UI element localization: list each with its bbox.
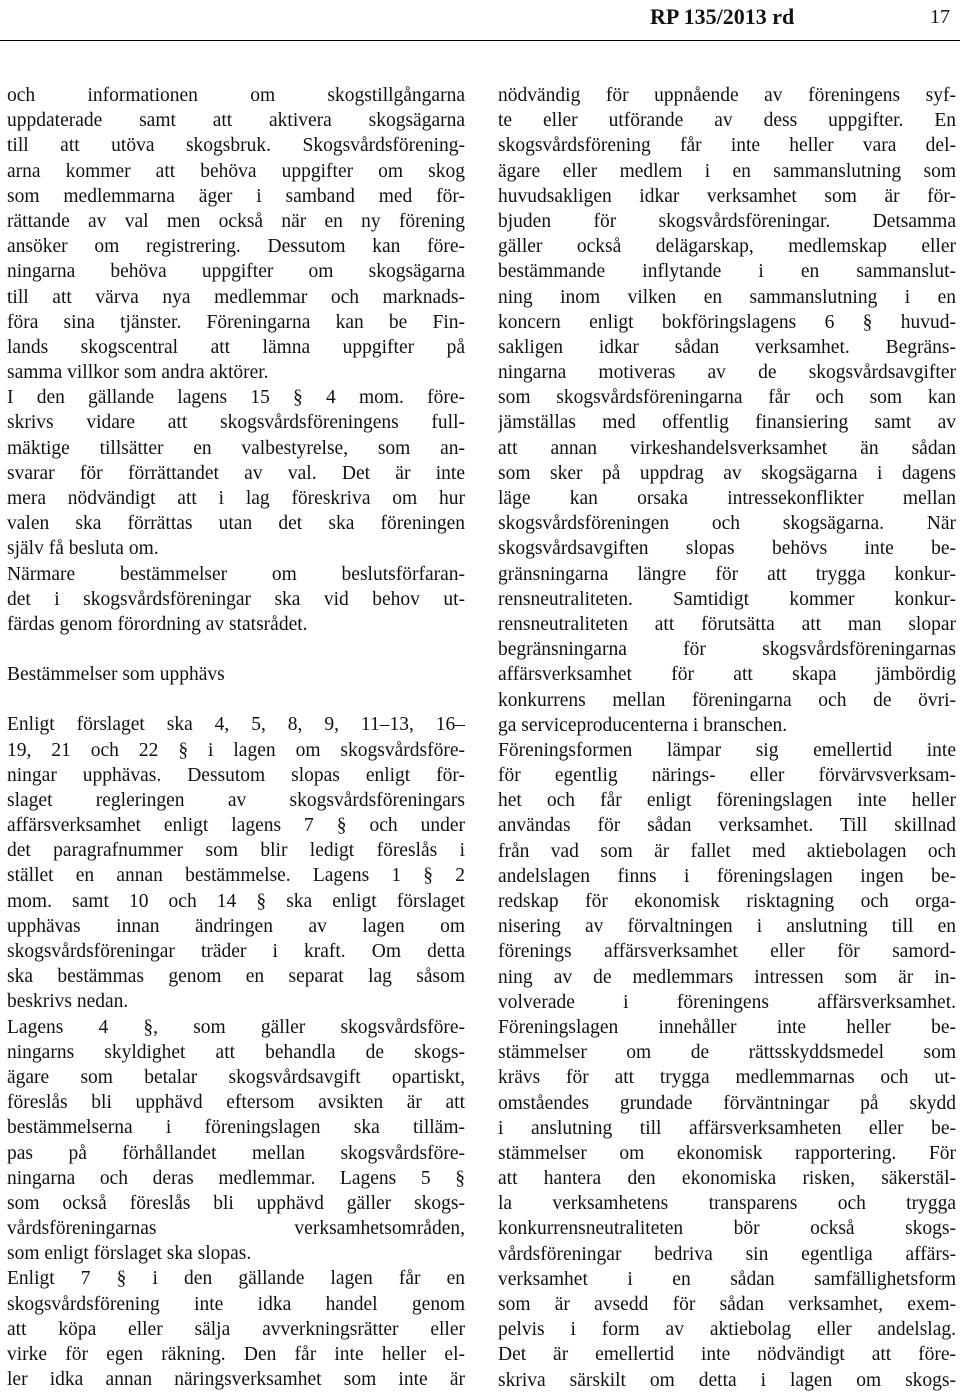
text-line: skogsvårdsavgiften slopas behövs inte be-: [498, 538, 956, 560]
text-line: stämmelser om ekonomisk rapportering. För: [498, 1142, 956, 1164]
paragraph-gap: [7, 687, 465, 712]
text-line: mera nödvändigt att i lag föreskriva om hur: [7, 488, 465, 509]
text-line: ansöker om registrering. Dessutom kan före-: [7, 236, 465, 258]
text-line: som enligt förslaget ska slopas.: [7, 1243, 252, 1265]
text-line: ningarns skyldighet att behandla de skogs-: [7, 1041, 465, 1063]
text-line: beskrivs nedan.: [7, 991, 129, 1013]
text-line: skriva särskilt om detta i lagen om skogs-: [498, 1369, 956, 1391]
page-header: [0, 0, 960, 40]
text-line: ningar upphävas. Dessutom slopas enligt för-: [7, 764, 465, 786]
text-line: la verksamhetens transparens och trygga: [498, 1193, 956, 1215]
text-line: uppdaterade samt att aktivera skogsägarna: [7, 110, 465, 132]
document-reference: RP 135/2013 rd: [650, 4, 795, 29]
header-rule: [0, 40, 960, 41]
text-line: ningarna motiveras av de skogsvårdsavgifter: [498, 362, 956, 384]
text-line: Bestämmelser som upphävs: [7, 664, 225, 686]
text-line: mom. samt 10 och 14 § ska enligt förslaget: [7, 890, 465, 912]
paragraph-gap: [7, 637, 465, 662]
text-line: Lagens 4 §, som gäller skogsvårdsföre-: [7, 1016, 465, 1038]
text-line: föreslås bli upphävd eftersom avsikten är att: [7, 1092, 465, 1114]
text-line: i anslutning till affärsverksamheten eller be-: [498, 1117, 956, 1139]
text-line: rensneutraliteten. Samtidigt kommer konkur-: [498, 588, 956, 610]
text-line: skogsvårdsföreningen och skogsägarna. När: [498, 513, 956, 535]
right-text-column: [498, 83, 956, 1393]
text-line: nödvändig för uppnående av föreningens syf-: [498, 85, 956, 106]
text-line: själv få besluta om.: [7, 538, 159, 560]
text-line: ning inom vilken en sammanslutning i en: [498, 286, 956, 308]
text-line: rensneutraliteten att förutsätta att man slopar: [498, 613, 956, 635]
text-line: som skogsvårdsföreningarna får och som kan: [498, 387, 956, 409]
text-line: ägare eller medlem i en sammanslutning som: [498, 160, 956, 182]
text-line: ägare som betalar skogsvårdsavgift opartiskt,: [7, 1066, 465, 1088]
text-line: Föreningsformen lämpar sig emellertid inte: [498, 739, 956, 761]
text-line: för egentlig närings- eller förvärvsverksam-: [498, 765, 956, 787]
text-line: ska bestämmas genom en separat lag såsom: [7, 966, 465, 988]
text-line: krävs för att trygga medlemmarnas och ut-: [498, 1067, 956, 1089]
text-line: arna kommer att behöva uppgifter om skog: [7, 160, 465, 182]
text-line: bestämmelserna i föreningslagen ska tilläm-: [7, 1117, 465, 1139]
text-line: pas på förhållandet mellan skogsvårdsföre-: [7, 1142, 465, 1164]
text-line: redskap för ekonomisk risktagning och orga-: [498, 891, 956, 912]
text-line: affärsverksamhet för att skapa jämbördig: [498, 664, 956, 686]
page-number: 17: [930, 6, 950, 28]
text-line: het och får enligt föreningslagen inte heller: [498, 790, 956, 812]
text-line: mäktige tillsätter en valbestyrelse, som an-: [7, 437, 465, 459]
text-line: nisering av förvaltningen i anslutning till en: [498, 916, 956, 938]
text-line: från vad som är fallet med aktiebolagen och: [498, 840, 956, 862]
text-line: som också föreslås bli upphävd gäller skogs-: [7, 1192, 465, 1214]
text-line: omståendes grundade förväntningar på skydd: [498, 1092, 956, 1114]
text-line: sakligen idkar sådan verksamhet. Begräns-: [498, 336, 956, 358]
text-line: att köpa eller sälja avverkningsrätter eller: [7, 1318, 465, 1340]
text-line: som sker på uppdrag av skogsägarna i dagens: [498, 462, 956, 484]
text-line: lands skogscentral att lämna uppgifter på: [7, 336, 465, 358]
text-line: till att värva nya medlemmar och marknads-: [7, 286, 465, 308]
text-line: föra sina tjänster. Föreningarna kan be Fin-: [7, 311, 465, 333]
text-line: användas för sådan verksamhet. Till skillnad: [498, 815, 956, 837]
text-line: huvudsakligen idkar verksamhet som är för-: [498, 185, 956, 207]
text-line: till att utöva skogsbruk. Skogsvårdsförening-: [7, 135, 465, 157]
text-line: te eller utförande av dess uppgifter. En: [498, 110, 956, 132]
text-line: ningarna behöva uppgifter om skogsägarna: [7, 261, 465, 283]
text-line: det i skogsvårdsföreningar ska vid behov ut-: [7, 588, 465, 610]
text-line: konkurrens mellan föreningarna och de övri-: [498, 689, 956, 711]
text-line: ningarna och deras medlemmar. Lagens 5 §: [7, 1167, 465, 1189]
text-line: förenings affärsverksamhet eller för samord-: [498, 941, 956, 963]
text-line: volverade i föreningens affärsverksamhet.: [498, 991, 956, 1013]
text-line: vårdsföreningarnas verksamhetsområden,: [7, 1218, 465, 1240]
text-line: Närmare bestämmelser om beslutsförfaran-: [7, 563, 465, 585]
text-line: bestämmande inflytande i en sammanslut-: [498, 261, 956, 283]
left-text-column: [7, 83, 465, 1392]
text-line: valen ska förrättas utan det ska föreningen: [7, 513, 465, 535]
text-line: som medlemmarna äger i samband med för-: [7, 185, 465, 207]
text-line: Enligt förslaget ska 4, 5, 8, 9, 11–13, 16–: [7, 714, 465, 736]
text-line: rättande av val men också när en ny förening: [7, 210, 465, 232]
text-line: bjuden för skogsvårdsföreningar. Detsamma: [498, 210, 956, 232]
text-line: virke för egen räkning. Den får inte heller el-: [7, 1344, 465, 1365]
text-line: pelvis i form av aktiebolag eller andelslag.: [498, 1319, 956, 1341]
text-line: skogsvårdsförening får inte heller vara del-: [498, 135, 956, 157]
text-line: gäller också delägarskap, medlemskap eller: [498, 236, 956, 258]
text-line: och informationen om skogstillgångarna: [7, 85, 465, 106]
text-line: att annan virkeshandelsverksamhet än sådan: [498, 437, 956, 459]
text-line: Föreningslagen innehåller inte heller be-: [498, 1016, 956, 1038]
text-line: färdas genom förordning av statsrådet.: [7, 613, 308, 635]
text-line: koncern enligt bokföringslagens 6 § huvud-: [498, 311, 956, 333]
text-line: som är avsedd för sådan verksamhet, exem-: [498, 1294, 956, 1315]
text-line: ning av de medlemmars intressen som är in-: [498, 966, 956, 988]
text-line: jämställas med offentlig finansiering samt av: [498, 412, 956, 434]
text-line: upphävas innan ändringen av lagen om: [7, 915, 465, 937]
text-line: läge kan orsaka intressekonflikter mellan: [498, 488, 956, 509]
text-line: Det är emellertid inte nödvändigt att före-: [498, 1344, 956, 1366]
text-line: andelslagen finns i föreningslagen ingen be-: [498, 865, 956, 887]
text-line: skogsvårdsförening inte idka handel genom: [7, 1293, 465, 1315]
text-line: skrivs vidare att skogsvårdsföreningens full-: [7, 412, 465, 434]
text-line: I den gällande lagens 15 § 4 mom. före-: [7, 387, 465, 409]
text-line: stället en annan bestämmelse. Lagens 1 § 2: [7, 865, 465, 887]
text-line: gränsningarna längre för att trygga konkur-: [498, 563, 956, 585]
text-line: samma villkor som andra aktörer.: [7, 362, 269, 384]
text-line: stämmelser om de rättsskyddsmedel som: [498, 1042, 956, 1064]
text-line: affärsverksamhet enligt lagens 7 § och under: [7, 815, 465, 837]
text-line: vårdsföreningar bedriva sin egentliga affärs-: [498, 1243, 956, 1265]
text-line: ler idka annan näringsverksamhet som inte är: [7, 1369, 465, 1391]
text-line: skogsvårdsföreningar träder i kraft. Om detta: [7, 941, 465, 962]
text-line: ga serviceproducenterna i branschen.: [498, 714, 788, 736]
text-line: begränsningarna för skogsvårdsföreningarnas: [498, 639, 956, 661]
text-line: det paragrafnummer som blir ledigt föreslås i: [7, 840, 465, 862]
text-line: 19, 21 och 22 § i lagen om skogsvårdsföre-: [7, 739, 465, 761]
text-line: konkurrensneutraliteten bör också skogs-: [498, 1218, 956, 1240]
text-line: att hantera den ekonomiska risken, säkerstäl-: [498, 1168, 956, 1190]
text-line: verksamhet i en sådan samfällighetsform: [498, 1268, 956, 1290]
text-line: svarar för förrättandet av val. Det är inte: [7, 462, 465, 484]
text-line: slaget regleringen av skogsvårdsföreningars: [7, 789, 465, 811]
text-line: Enligt 7 § i den gällande lagen får en: [7, 1268, 465, 1290]
